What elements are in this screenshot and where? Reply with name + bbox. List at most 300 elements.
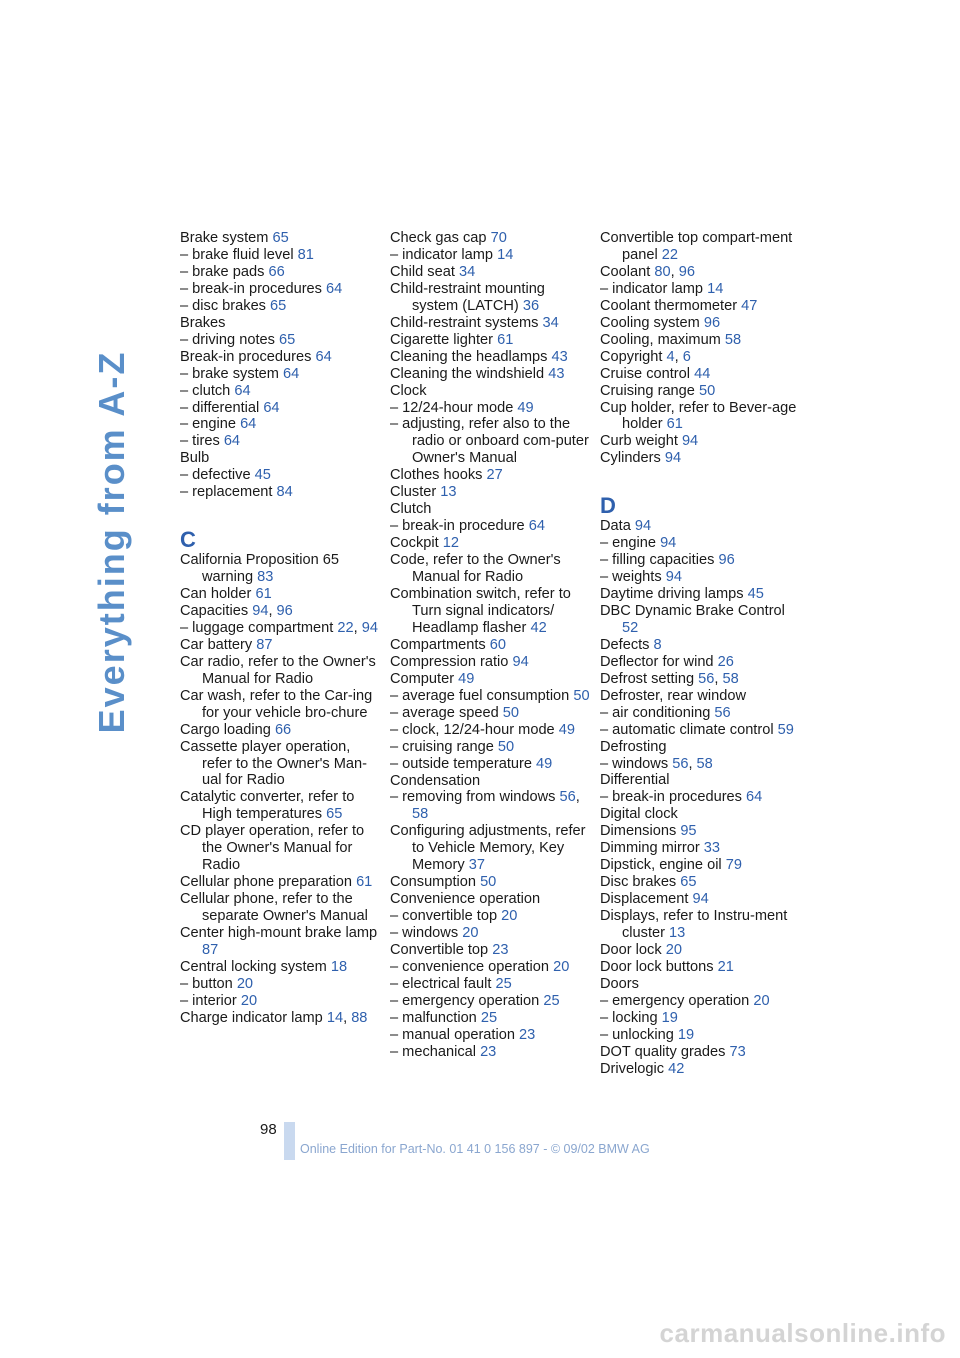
page-reference-link[interactable]: 80 [654, 263, 671, 280]
index-entry [600, 772, 800, 789]
index-entry [390, 467, 590, 484]
index-entry: Copyright 4, 6 [600, 348, 691, 365]
index-entry [180, 993, 380, 1010]
index-entry [180, 416, 380, 433]
index-term: – engine [180, 416, 236, 433]
index-entry [600, 976, 800, 993]
page-reference-link[interactable]: 4 [666, 348, 675, 365]
page-reference-link[interactable]: 61 [666, 416, 683, 433]
page-reference-link[interactable]: 65 [272, 230, 289, 246]
page-reference-link[interactable]: 64 [528, 518, 545, 535]
index-term: – average fuel consumption [390, 687, 570, 704]
page-reference-link[interactable]: 96 [276, 602, 293, 619]
page-reference-link[interactable]: 42 [530, 619, 547, 636]
index-entry [600, 1027, 800, 1044]
index-term: – break-in procedures [600, 789, 742, 806]
page-reference-link[interactable]: 50 [573, 687, 590, 704]
index-term: Configuring adjustments, refer to Vehicle Memory, Key Memory [390, 823, 586, 874]
index-term: Drivelogic [600, 1060, 665, 1077]
page-reference-link[interactable]: 58 [696, 755, 713, 772]
page-reference-link[interactable]: 94 [664, 450, 682, 467]
index-entry [180, 654, 380, 688]
index-entry [600, 959, 800, 976]
page-reference-link[interactable]: 95 [680, 823, 697, 840]
page-reference-link[interactable]: 49 [458, 670, 475, 687]
page-reference-link[interactable]: 64 [326, 280, 343, 297]
index-term: – brake system [180, 365, 279, 382]
index-term: – driving notes [180, 331, 275, 348]
index-entry [390, 586, 590, 637]
index-term: Dimming mirror [600, 840, 700, 857]
page-reference-link[interactable]: 96 [718, 552, 735, 569]
index-entry [600, 789, 800, 806]
index-term: Cylinders [600, 450, 661, 467]
index-column-3 [600, 230, 800, 1078]
section-gap [600, 467, 800, 484]
index-entry [180, 722, 380, 739]
page-reference-link[interactable]: 20 [753, 992, 770, 1009]
index-entry [600, 400, 800, 434]
index-term: – convenience operation [390, 958, 550, 975]
index-entry [600, 874, 800, 891]
index-entry [390, 1044, 590, 1061]
page-reference-link[interactable]: 64 [234, 382, 251, 399]
page-reference-link[interactable]: 25 [495, 975, 512, 992]
index-entry [600, 1044, 800, 1061]
page-reference-link[interactable]: 49 [536, 755, 553, 772]
index-entry [600, 298, 800, 315]
index-entry [390, 874, 590, 891]
index-entry [600, 739, 800, 756]
index-entry [390, 501, 590, 518]
index-term: – locking [600, 1009, 658, 1026]
index-entry [600, 806, 800, 823]
index-entry [390, 637, 590, 654]
side-section-title: Everything from A-Z [91, 350, 132, 734]
index-term: Clutch [390, 501, 432, 518]
index-entry [390, 891, 590, 908]
index-entry [390, 756, 590, 773]
index-term: Compartments [390, 636, 486, 653]
index-entry [390, 552, 590, 586]
page-reference-link[interactable]: 83 [257, 569, 274, 586]
page-reference-link[interactable]: 34 [458, 263, 476, 280]
index-term: – convertible top [390, 908, 498, 925]
index-entry [180, 586, 380, 603]
index-entry [180, 789, 380, 823]
index-entry [600, 586, 800, 603]
index-entry [390, 993, 590, 1010]
index-term: Combination switch, refer to Turn signal indicators/ Headlamp flasher [390, 586, 571, 636]
index-term: Capacities [180, 602, 249, 619]
page-reference-link[interactable]: 94 [681, 433, 699, 450]
page-reference-link[interactable]: 81 [297, 246, 314, 263]
page-reference-link[interactable]: 20 [240, 992, 258, 1009]
page-reference-link[interactable]: 37 [468, 857, 485, 874]
page-reference-link[interactable]: 61 [497, 331, 514, 348]
index-entry [390, 281, 590, 315]
index-entry [180, 959, 380, 976]
index-term: Car wash, refer to the Car-ing for your vehicle bro-chure [180, 687, 373, 721]
page-reference-link[interactable]: 64 [746, 789, 763, 806]
page-reference-link[interactable]: 94 [634, 518, 652, 535]
index-term: Catalytic converter, refer to High temperatures [180, 789, 355, 823]
index-entry [180, 874, 380, 891]
page-reference-link[interactable]: 47 [741, 297, 758, 314]
index-entry [390, 230, 590, 247]
page-reference-link[interactable]: 87 [256, 636, 273, 653]
page-reference-link[interactable]: 94 [692, 891, 709, 908]
index-entry [600, 332, 800, 349]
index-term: – cruising range [390, 738, 494, 755]
index-term: Dimensions [600, 823, 677, 840]
index-entry [600, 993, 800, 1010]
index-term: Deflector for wind [600, 653, 714, 670]
index-entry [600, 569, 800, 586]
index-term: Coolant [600, 263, 651, 280]
index-term: Differential [600, 772, 670, 789]
page-reference-link[interactable]: 21 [717, 958, 734, 975]
page-reference-link[interactable]: 13 [440, 484, 457, 501]
index-entry [390, 705, 590, 722]
index-term: Can holder [180, 585, 252, 602]
index-term: Copyright [600, 348, 663, 365]
index-entry [390, 1010, 590, 1027]
index-entry [600, 1061, 800, 1078]
page-reference-link[interactable]: 19 [661, 1009, 678, 1026]
page-reference-link[interactable]: 19 [677, 1026, 695, 1043]
index-term: Cluster [390, 484, 437, 501]
index-entry [390, 349, 590, 366]
index-entry [390, 535, 590, 552]
index-term: Disc brakes [600, 874, 677, 891]
index-term: California Proposition 65 warning [180, 552, 339, 586]
page-reference-link[interactable]: 66 [274, 721, 292, 738]
index-entry [600, 942, 800, 959]
page-reference-link[interactable]: 14 [497, 246, 514, 263]
index-term: Break-in procedures [180, 348, 312, 365]
section-letter-heading: C [180, 527, 196, 553]
page-reference-link[interactable]: 94 [512, 653, 529, 670]
page-reference-link[interactable]: 59 [777, 721, 794, 738]
index-entry [600, 891, 800, 908]
index-entry [390, 332, 590, 349]
page-reference-link[interactable]: 6 [682, 348, 691, 365]
page-reference-link[interactable]: 79 [725, 857, 742, 874]
index-entry [390, 773, 590, 790]
index-term: Brake system [180, 230, 269, 246]
page-reference-link[interactable]: 88 [351, 1009, 368, 1026]
index-term: – average speed [390, 704, 499, 721]
index-term: Convertible top compart-ment panel [600, 230, 793, 263]
index-term: DBC Dynamic Brake Control [600, 602, 785, 619]
index-term: Central locking system [180, 958, 327, 975]
index-term: Cassette player operation, refer to the Owner's Man-ual for Radio [180, 738, 367, 789]
page-reference-link[interactable]: 58 [412, 806, 429, 823]
page-reference-link[interactable]: 70 [490, 230, 507, 246]
page-reference-link[interactable]: 18 [330, 958, 348, 975]
page-reference-link[interactable]: 25 [543, 992, 560, 1009]
page-reference-link[interactable]: 27 [486, 467, 503, 484]
index-entry [600, 654, 800, 671]
page-reference-link[interactable]: 20 [553, 958, 570, 975]
page-reference-link[interactable]: 65 [270, 297, 287, 314]
page-reference-link[interactable]: 73 [729, 1043, 746, 1060]
index-term: Cleaning the windshield [390, 365, 545, 382]
index-term: – button [180, 975, 233, 992]
index-entry [390, 925, 590, 942]
page-reference-link[interactable]: 45 [747, 585, 764, 602]
index-entry [390, 722, 590, 739]
page-reference-link[interactable]: 20 [665, 942, 682, 958]
page-reference-link[interactable]: 58 [724, 331, 742, 348]
index-entry [390, 942, 590, 959]
page-reference-link[interactable]: 66 [268, 263, 285, 280]
index-entry [600, 722, 800, 739]
page-reference-link[interactable]: 96 [678, 263, 695, 280]
index-entry [180, 264, 380, 281]
index-term: CD player operation, refer to the Owner's Manual for Radio [180, 823, 365, 874]
page-reference-link[interactable]: 42 [668, 1060, 685, 1077]
index-term: – emergency operation [390, 992, 540, 1009]
page-reference-link[interactable]: 94 [665, 569, 682, 586]
page-reference-link[interactable]: 25 [480, 1009, 498, 1026]
index-entry [600, 315, 800, 332]
index-entry [180, 739, 380, 790]
index-column-2 [390, 230, 590, 1061]
index-entry [180, 925, 380, 959]
index-entry: – luggage compartment 22, 94 [180, 619, 378, 636]
index-entry [390, 959, 590, 976]
index-entry [390, 264, 590, 281]
index-entry [390, 688, 590, 705]
index-entry [600, 637, 800, 654]
page-reference-link[interactable]: 65 [326, 806, 343, 823]
index-term: Cockpit [390, 535, 439, 552]
page-reference-link[interactable]: 49 [558, 721, 575, 738]
page-reference-link[interactable]: 26 [717, 653, 734, 670]
index-entry [390, 416, 590, 467]
page-reference-link[interactable]: 20 [462, 925, 479, 942]
index-entry [600, 705, 800, 722]
page-reference-link[interactable]: 20 [501, 908, 518, 925]
index-term: Brakes [180, 314, 226, 331]
page-reference-link[interactable]: 22 [337, 619, 354, 636]
index-term: – break-in procedures [180, 280, 322, 297]
index-entry [600, 688, 800, 705]
index-term: Child-restraint systems [390, 314, 539, 331]
index-term: – mechanical [390, 1043, 476, 1060]
index-term: Car battery [180, 636, 253, 653]
page-reference-link[interactable]: 52 [622, 619, 639, 636]
page-reference-link[interactable]: 43 [551, 348, 568, 365]
index-entry [180, 891, 380, 925]
page-reference-link[interactable]: 64 [283, 365, 300, 382]
index-entry [600, 535, 800, 552]
index-term: – replacement [180, 484, 273, 501]
index-term: – tires [180, 433, 220, 450]
page-reference-link[interactable]: 94 [361, 619, 378, 636]
index-entry [390, 823, 590, 874]
page-reference-link[interactable]: 23 [492, 942, 509, 959]
page-reference-link[interactable]: 8 [653, 636, 662, 653]
index-term: Defrost setting [600, 670, 695, 687]
index-term: – interior [180, 992, 237, 1009]
page-reference-link[interactable]: 12 [442, 535, 459, 552]
index-entry [180, 315, 380, 332]
page-reference-link[interactable]: 44 [694, 365, 711, 382]
page-reference-link[interactable]: 14 [707, 280, 724, 297]
page-reference-link[interactable]: 43 [548, 365, 565, 382]
index-term: – filling capacities [600, 552, 715, 569]
index-term: Coolant thermometer [600, 297, 738, 314]
index-entry [180, 349, 380, 366]
index-entry [390, 518, 590, 535]
index-entry [390, 400, 590, 417]
index-term: Data [600, 518, 631, 535]
footer-accent-bar [284, 1122, 295, 1160]
index-term: Bulb [180, 450, 210, 467]
index-entry: Coolant 80, 96 [600, 263, 695, 280]
index-term: Charge indicator lamp [180, 1009, 323, 1026]
page-reference-link[interactable]: 36 [522, 297, 540, 314]
index-entry [600, 603, 800, 637]
page-reference-link[interactable]: 49 [517, 399, 534, 416]
index-entry [180, 298, 380, 315]
page-reference-link[interactable]: 61 [356, 874, 373, 891]
page-reference-link[interactable]: 56 [559, 789, 576, 806]
index-term: – 12/24-hour mode [390, 399, 514, 416]
page-reference-link[interactable]: 64 [223, 433, 241, 450]
index-entry [390, 383, 590, 400]
footer-edition-note: Online Edition for Part-No. 01 41 0 156 897 - © 09/02 BMW AG [300, 1142, 650, 1156]
page-reference-link[interactable]: 65 [278, 331, 296, 348]
index-term: – engine [600, 535, 656, 552]
index-term: Convertible top [390, 942, 489, 959]
page-reference-link[interactable]: 50 [502, 704, 520, 721]
page-reference-link[interactable]: 87 [202, 942, 219, 958]
index-entry [180, 976, 380, 993]
page-reference-link[interactable]: 50 [497, 738, 515, 755]
page-reference-link[interactable]: 84 [276, 484, 293, 501]
index-term: Child-restraint mounting system (LATCH) [390, 280, 545, 314]
index-entry [180, 230, 380, 247]
page-reference-link[interactable]: 50 [480, 874, 497, 891]
page-reference-link[interactable]: 56 [672, 755, 689, 772]
index-term: – indicator lamp [390, 246, 494, 263]
page-reference-link[interactable]: 14 [326, 1009, 344, 1026]
index-entry: – removing from windows 56, 58 [390, 789, 580, 823]
page-reference-link[interactable]: 65 [680, 874, 697, 891]
index-term: Compression ratio [390, 653, 509, 670]
index-term: Computer [390, 670, 455, 687]
index-entry [180, 467, 380, 484]
index-term: Door lock buttons [600, 958, 714, 975]
index-term: – windows [390, 925, 459, 942]
index-entry [390, 484, 590, 501]
index-term: – differential [180, 399, 260, 416]
page-number: 98 [260, 1121, 277, 1138]
index-term: – outside temperature [390, 755, 532, 772]
page-reference-link[interactable]: 33 [703, 840, 721, 857]
index-term: Consumption [390, 874, 476, 891]
index-term: Center high-mount brake lamp [180, 925, 378, 942]
index-term: Doors [600, 975, 639, 992]
index-term: DOT quality grades [600, 1043, 726, 1060]
page-reference-link[interactable]: 34 [542, 314, 559, 331]
index-entry [180, 281, 380, 298]
index-term: – air conditioning [600, 704, 711, 721]
index-entry [600, 230, 800, 264]
index-entry [600, 552, 800, 569]
index-term: – luggage compartment [180, 619, 334, 636]
page-reference-link[interactable]: 61 [255, 585, 272, 602]
index-term: Cruising range [600, 382, 695, 399]
page-reference-link[interactable]: 20 [236, 975, 254, 992]
index-entry [390, 315, 590, 332]
index-term: – removing from windows [390, 789, 556, 806]
index-term: Clothes hooks [390, 467, 483, 484]
page-reference-link[interactable]: 23 [519, 1026, 536, 1043]
page-reference-link[interactable]: 23 [480, 1043, 497, 1060]
index-term: Displacement [600, 891, 689, 908]
index-term: – defective [180, 467, 251, 484]
page-reference-link[interactable]: 45 [254, 467, 271, 484]
index-entry [390, 654, 590, 671]
index-entry [390, 1027, 590, 1044]
index-entry: Defrost setting 56, 58 [600, 670, 739, 687]
page-reference-link[interactable]: 94 [252, 602, 269, 619]
index-entry [180, 450, 380, 467]
index-entry [180, 637, 380, 654]
index-entry [600, 518, 800, 535]
index-entry [600, 383, 800, 400]
index-entry [600, 908, 800, 942]
index-entry [390, 739, 590, 756]
index-entry [390, 976, 590, 993]
index-term: Code, refer to the Owner's Manual for Radio [390, 552, 561, 586]
index-entry [600, 433, 800, 450]
index-entry: Capacities 94, 96 [180, 602, 293, 619]
page-reference-link[interactable]: 56 [698, 670, 715, 687]
index-term: – unlocking [600, 1026, 674, 1043]
index-term: – clutch [180, 382, 231, 399]
index-term: Cellular phone, refer to the separate Owner's Manual [180, 891, 368, 925]
page-reference-link[interactable]: 60 [489, 636, 506, 653]
index-entry [180, 433, 380, 450]
page-reference-link[interactable]: 22 [661, 246, 679, 263]
index-term: Clock [390, 382, 427, 399]
site-watermark: carmanualsonline.info [659, 1318, 946, 1348]
page-reference-link[interactable]: 64 [263, 399, 280, 416]
page-reference-link[interactable]: 94 [660, 535, 677, 552]
page-reference-link[interactable]: 64 [315, 348, 332, 365]
index-entry [390, 908, 590, 925]
index-term: Cooling, maximum [600, 331, 721, 348]
index-term: Condensation [390, 772, 481, 789]
page-reference-link[interactable]: 50 [698, 382, 716, 399]
index-term: – brake pads [180, 263, 265, 280]
page-reference-link[interactable]: 96 [703, 314, 721, 331]
section-gap [180, 501, 380, 518]
page-reference-link[interactable]: 58 [722, 670, 739, 687]
page-reference-link[interactable]: 56 [714, 704, 731, 721]
page-reference-link[interactable]: 13 [669, 925, 686, 942]
index-term: Door lock [600, 942, 662, 958]
index-term: Check gas cap [390, 230, 487, 246]
index-term: Convenience operation [390, 891, 541, 908]
page-reference-link[interactable]: 64 [240, 416, 257, 433]
